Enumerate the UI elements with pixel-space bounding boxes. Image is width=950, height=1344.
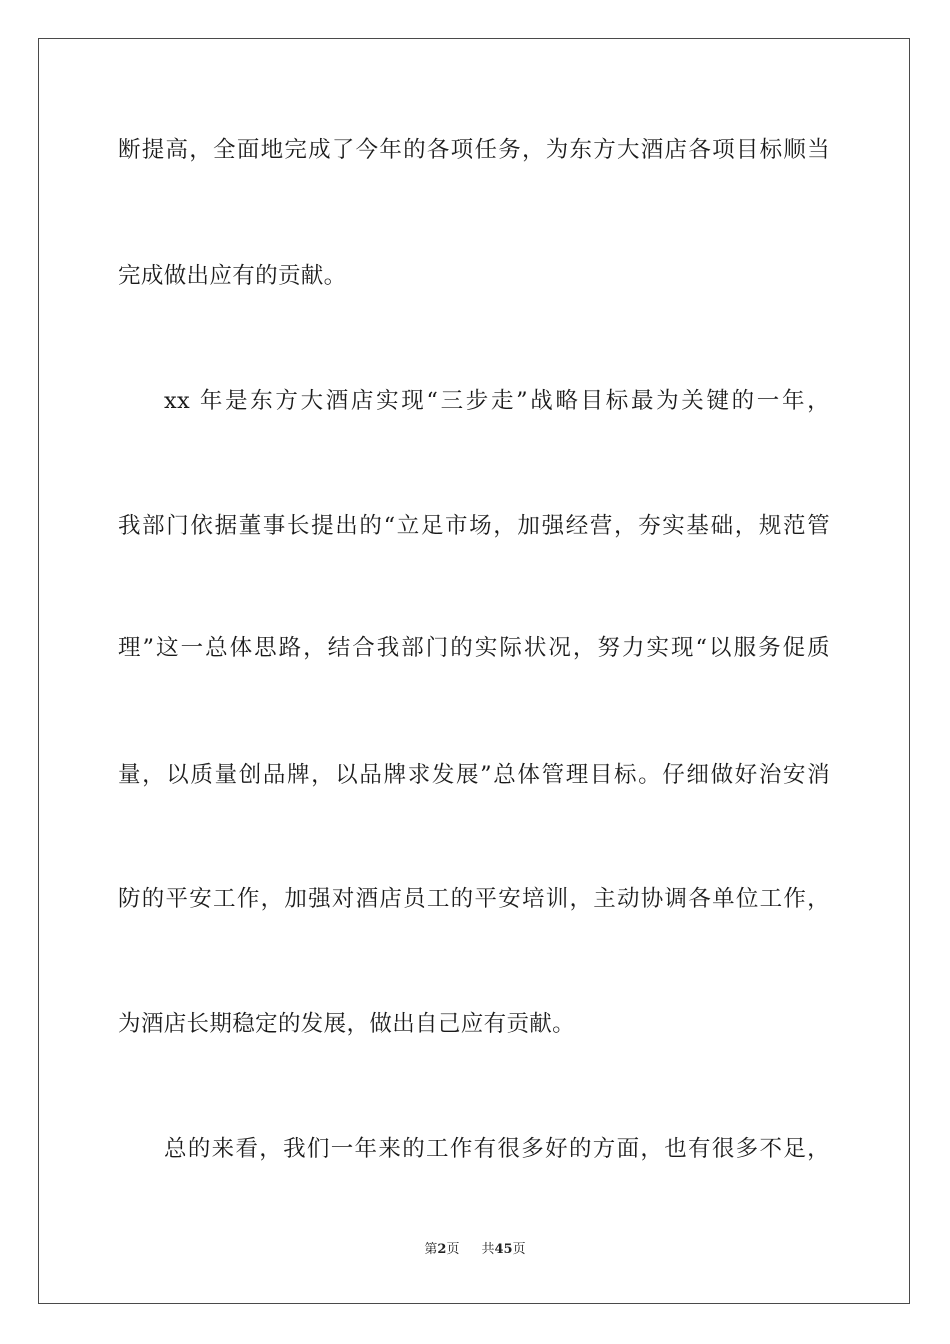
text-line-8: 为酒店长期稳定的发展，做出自己应有贡献。 bbox=[118, 1011, 576, 1037]
text-line-6: 量，以质量创品牌，以品牌求发展”总体管理目标。仔细做好治安消 bbox=[118, 762, 830, 788]
page-footer bbox=[0, 1242, 950, 1258]
total-suffix: 页 bbox=[512, 1242, 526, 1257]
text-line-5: 理”这一总体思路，结合我部门的实际状况，努力实现“以服务促质 bbox=[118, 635, 830, 661]
text-line-7: 防的平安工作，加强对酒店员工的平安培训，主动协调各单位工作， bbox=[118, 886, 830, 912]
page-prefix: 第 bbox=[424, 1242, 438, 1257]
page-suffix: 页 bbox=[446, 1242, 460, 1257]
text-line-2: 完成做出应有的贡献。 bbox=[118, 263, 347, 289]
text-line-4: 我部门依据董事长提出的“立足市场，加强经营，夯实基础，规范管 bbox=[118, 513, 830, 539]
page-number: 2 bbox=[437, 1242, 447, 1257]
text-line-1: 断提高，全面地完成了今年的各项任务，为东方大酒店各项目标顺当 bbox=[118, 137, 830, 163]
text-line-3: xx 年是东方大酒店实现“三步走”战略目标最为关键的一年， bbox=[164, 388, 830, 414]
total-prefix: 共 bbox=[481, 1242, 495, 1257]
total-pages: 45 bbox=[494, 1242, 513, 1257]
page-border bbox=[38, 38, 910, 1304]
text-line-9: 总的来看，我们一年来的工作有很多好的方面，也有很多不足， bbox=[164, 1136, 830, 1162]
